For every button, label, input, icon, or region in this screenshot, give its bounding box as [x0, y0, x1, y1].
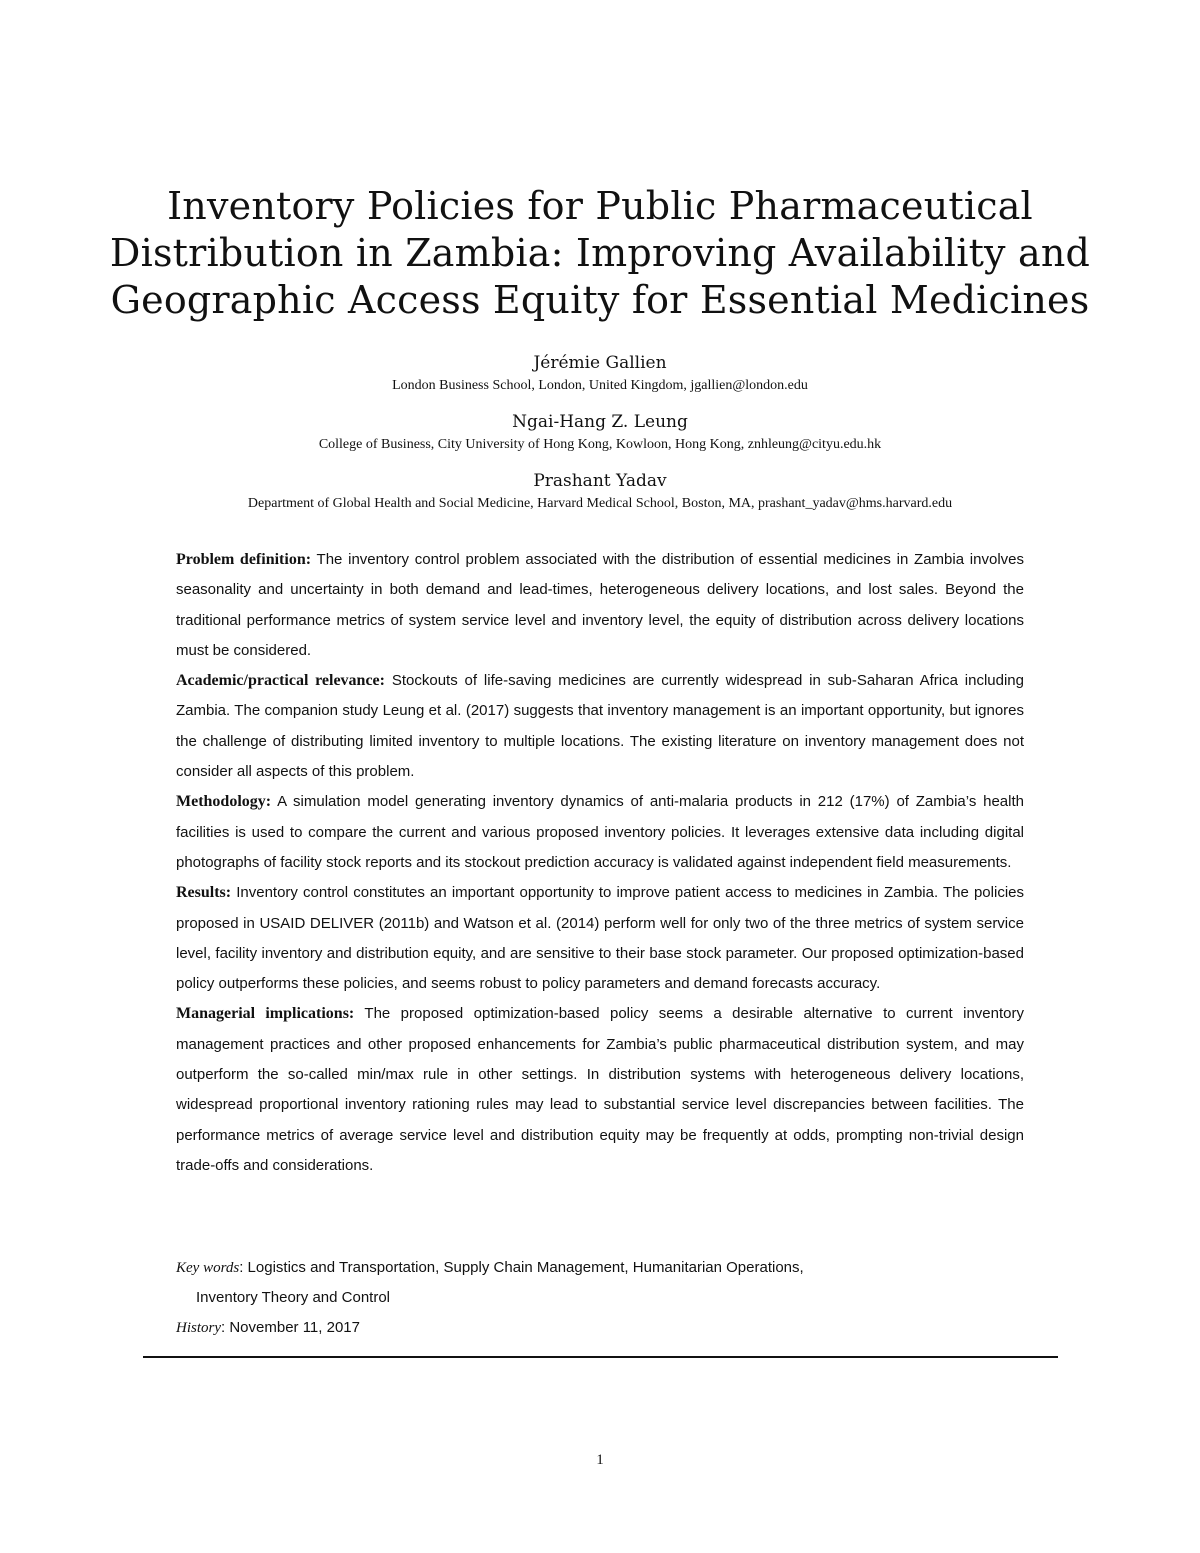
- abstract-relevance: [176, 666, 1024, 787]
- abstract-problem: [176, 545, 1024, 666]
- author-affiliation: Department of Global Health and Social Medicine, Harvard Medical School, Boston, MA, prashant_yadav@hms.harvard.edu: [247, 496, 953, 511]
- abstract: [176, 545, 1024, 1181]
- history-text: : November 11, 2017: [221, 1319, 360, 1336]
- author-affiliation: London Business School, London, United Kingdom, jgallien@london.edu: [392, 378, 808, 393]
- author-name: Prashant Yadav: [533, 471, 667, 491]
- author-block: [100, 470, 1100, 513]
- title-line: Inventory Policies for Public Pharmaceutical: [167, 184, 1033, 228]
- page-number: 1: [596, 1452, 604, 1468]
- keywords: [176, 1253, 1024, 1283]
- abstract-label: Problem definition:: [176, 551, 312, 568]
- abstract-results: [176, 878, 1024, 999]
- keywords-label: Key words: [176, 1260, 240, 1276]
- history-label: History: [176, 1320, 221, 1336]
- keywords-block: [176, 1253, 1024, 1343]
- abstract-text: The inventory control problem associated with the distribution of essential medicines in Zambia involves seasonality and uncertainty in both demand and lead-times, heterogeneous delivery locations, and lost sales. Beyond the traditional performance metrics of system service level and inventory level, the equity of distribution across delivery locations must be considered.: [176, 551, 1024, 659]
- author-name: Ngai-Hang Z. Leung: [512, 412, 688, 432]
- history: [176, 1313, 1024, 1343]
- author-affiliation: College of Business, City University of Hong Kong, Kowloon, Hong Kong, znhleung@cityu.edu.hk: [318, 437, 882, 452]
- author-block: [100, 352, 1100, 395]
- abstract-label: Results:: [176, 884, 232, 902]
- horizontal-rule: [143, 1356, 1058, 1358]
- abstract-label: Managerial implications:: [176, 1005, 355, 1023]
- abstract-label: Methodology:: [176, 793, 272, 811]
- title-line: Distribution in Zambia: Improving Availability and: [109, 231, 1091, 275]
- abstract-text: A simulation model generating inventory dynamics of anti-malaria products in 212 (17%) of Zambia’s health facilities is used to compare the current and various proposed inventory policies. It leverages extensive data including digital photographs of facility stock reports and its stockout prediction accuracy is validated against independent field measurements.: [176, 793, 1024, 871]
- abstract-label: Academic/practical relevance:: [176, 672, 385, 690]
- author-block: [100, 411, 1100, 454]
- abstract-text: Stockouts of life-saving medicines are currently widespread in sub-Saharan Africa including Zambia. The companion study Leung et al. (2017) suggests that inventory management is an important opportunity, but ignores the challenge of distributing limited inventory to multiple locations. The existing literature on inventory management does not consider all aspects of this problem.: [176, 672, 1024, 781]
- abstract-implications: [176, 999, 1024, 1181]
- paper-title: [100, 183, 1100, 324]
- abstract-text: Inventory control constitutes an important opportunity to improve patient access to medicines in Zambia. The policies proposed in USAID DELIVER (2011b) and Watson et al. (2014) perform well for only two of the three metrics of system service level, facility inventory and distribution equity, and are sensitive to their base stock parameter. Our proposed optimization-based policy outperforms these policies, and seems robust to policy parameters and demand forecasts accuracy.: [176, 884, 1024, 993]
- title-line: Geographic Access Equity for Essential Medicines: [110, 278, 1090, 322]
- author-name: Jérémie Gallien: [533, 353, 667, 373]
- abstract-methodology: [176, 787, 1024, 878]
- abstract-text: The proposed optimization-based policy seems a desirable alternative to current inventory management practices and other proposed enhancements for Zambia’s public pharmaceutical distribution system, and may outperform the so-called min/max rule in other settings. In distribution systems with heterogeneous delivery locations, widespread proportional inventory rationing rules may lead to substantial service level discrepancies between facilities. The performance metrics of average service level and distribution equity may be frequently at odds, prompting non-trivial design trade-offs and considerations.: [176, 1005, 1024, 1174]
- keywords-text: : Logistics and Transportation, Supply Chain Management, Humanitarian Operations,: [239, 1259, 804, 1276]
- keywords-continuation: Inventory Theory and Control: [196, 1289, 390, 1306]
